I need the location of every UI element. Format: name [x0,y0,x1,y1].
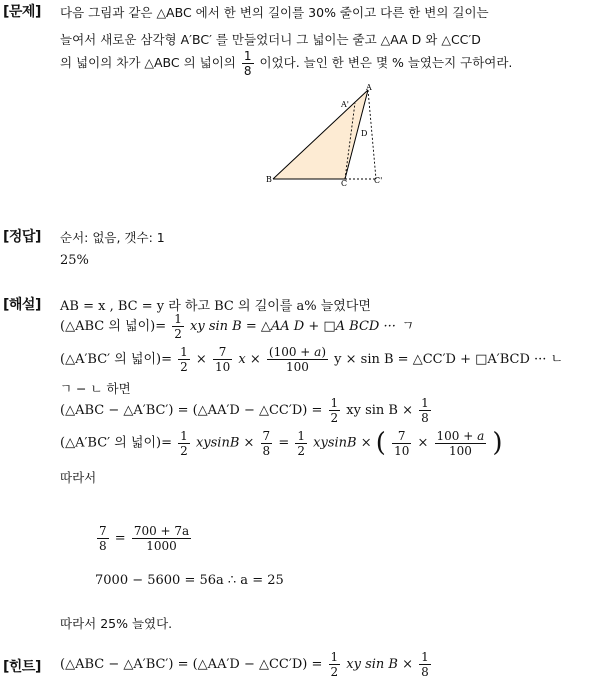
problem-label: [문제] [3,4,41,20]
solution-line-2-b: xy sin B = △AA D + □A BCD ··· ㄱ [190,319,413,334]
solution-line-5-b: xy sin B × [346,403,414,418]
solution-line-2 [60,313,413,340]
problem-fraction-denominator: 8 [243,64,252,78]
problem-line-2: 늘여서 새로운 삼각형 A′BC′ 를 만들었더니 그 넓이는 줄고 △AA D 와 △CC′D [60,32,481,47]
solution-line-5 [60,397,433,424]
solution-line-2-a: (△ABC 의 넓이)= [60,319,167,334]
frac-half-3: $\frac{1}{2}$ [330,396,339,425]
frac-seven-tenths-2: $\frac{7}{10}$ [394,428,410,458]
solution-line-6-b: xysinB × [195,435,255,451]
hint-text [60,651,433,678]
frac-half-2: $\frac{1}{2}$ [180,345,188,374]
frac-half-5: $\frac{1}{2}$ [297,428,306,458]
label-a-prime: A' [341,100,349,109]
answer-value: 25% [60,253,89,268]
problem-line-3-text-a: 의 넓이의 차가 △ABC 의 넓이의 [60,55,236,70]
frac-half-4: $\frac{1}{2}$ [180,428,188,458]
label-a: A [366,83,372,92]
solution-conclusion: 따라서 25% 늘였다. [60,616,173,631]
solution-line-6: (△A′BC′ 의 넓이)= $\frac{1}{2}$ xysinB × $\frac{7}{8}$ = $\frac{1}{2}$ xysinB × ( $\frac{7}{10}$ × $\frac{100 + a}{100}$ ) [60,428,503,458]
hint-label: [힌트] [3,659,41,675]
solution-line-6-d: xysinB × [313,435,372,451]
frac-seven-tenths: $\frac{7}{10}$ [214,345,231,374]
hint-text-a: (△ABC − △A′BC′) = (△AA′D − △CC′D) = [60,657,323,672]
solution-line-4: ㄱ − ㄴ 하면 [60,381,131,396]
solution-line-7: 따라서 [60,470,97,485]
frac-half-1: $\frac{1}{2}$ [174,312,182,341]
hint-frac-eighth: $\frac{1}{8}$ [421,650,429,679]
solution-line-3-a: (△A′BC′ 의 넓이)= [60,352,173,367]
solution-line-3-b: x × [238,352,261,367]
solution-line-3-c: y × sin B = △CC′D + □A′BCD ··· ㄴ [334,352,564,367]
label-c-prime: C' [374,176,383,185]
hint-frac-half: $\frac{1}{2}$ [330,650,339,679]
solution-label: [해설] [3,297,41,313]
frac-eighth-1: $\frac{1}{8}$ [421,396,429,425]
solution-line-1: AB = x , BC = y 라 하고 BC 의 길이를 a% 늘였다면 [60,299,371,314]
solution-line-3: (△A′BC′ 의 넓이)= $\frac{1}{2}$ × $\frac{7}{10}$ x × $\frac{(100 + a)}{100}$ y × sin B = △CC′D + □A′BCD ··· ㄴ [60,345,564,374]
solution-line-5-a: (△ABC − △A′BC′) = (△AA′D − △CC′D) = [60,403,323,418]
problem-fraction-numerator: 1 [243,49,252,63]
frac-100-plus-a-2: $\frac{100 + a}{100}$ [436,428,485,458]
triangle-figure [258,80,398,190]
problem-line-1: 다음 그림과 같은 △ABC 에서 한 변의 길이를 30% 줄이고 다른 한 변의 길이는 [60,5,489,20]
label-d: D [361,129,368,138]
solution-equation-1: $\frac{7}{8}$ = $\frac{700 + 7a}{1000}$ [99,524,190,553]
eq1-rhs: $\frac{700 + 7a}{1000}$ [133,524,190,553]
hint-text-b: xy sin B × [346,657,414,672]
label-c: C [341,179,348,188]
problem-fraction [242,50,254,77]
answer-label: [정답] [3,229,41,245]
eq1-lhs: $\frac{7}{8}$ [99,524,107,553]
solution-line-6-c: = [278,435,290,451]
frac-100-plus-a: $\frac{(100 + a)}{100}$ [268,345,327,374]
side-a-c-prime-dashed [368,90,376,179]
answer-order: 순서: 없음, 갯수: 1 [60,230,165,245]
solution-line-6-a: (△A′BC′ 의 넓이)= [60,435,173,451]
problem-line-3-text-b: 이었다. 늘인 한 변은 몇 % 늘였는지 구하여라. [259,55,513,70]
solution-equation-2: 7000 − 5600 = 56a ∴ a = 25 [95,573,284,588]
label-b: B [266,175,272,184]
frac-seven-eighths-1: $\frac{7}{8}$ [262,428,271,458]
problem-line-3 [60,50,512,77]
